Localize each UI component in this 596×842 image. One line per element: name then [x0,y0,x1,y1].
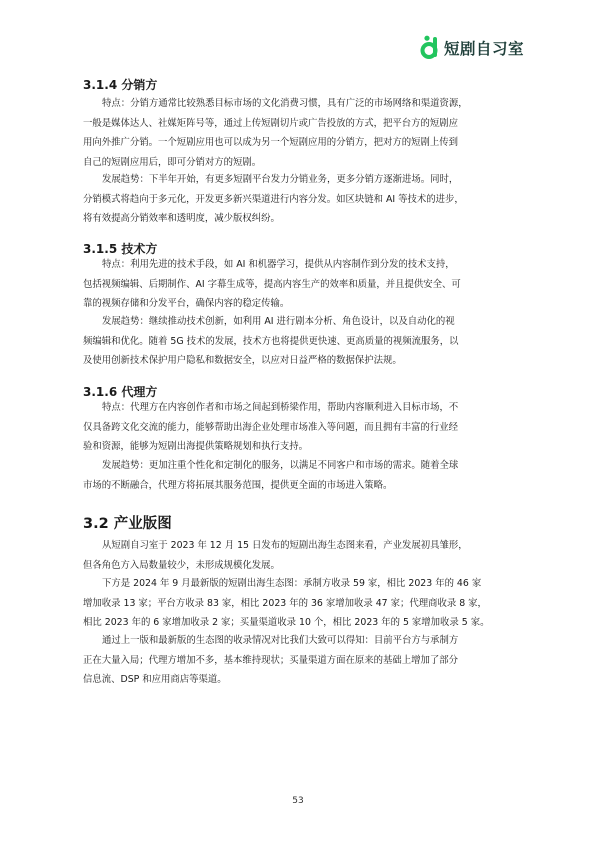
text-line: 自己的短剧应用后，即可分销对方的短剧。 [83,156,262,168]
paragraph-industry-map-stats [83,574,515,633]
text-line: 用向外推广分销。一个短剧应用也可以成为另一个短剧应用的分销方，把对方的短剧上传到 [83,137,459,148]
logo-icon [418,35,440,61]
header-logo [418,34,524,62]
text-line: 正在大量入局；代理方增加不多，基本维持现状；买量渠道方面在原来的基础上增加了部分 [83,654,459,666]
heading-3-1-6: 3.1.6 代理方 [83,385,158,399]
text-line: 市场的不断融合，代理方将拓展其服务范围，提供更全面的市场进入策略。 [83,479,393,491]
text-line: 特点：利用先进的技术手段，如 AI 和机器学习，提供从内容制作到分发的技术支持， [102,259,455,270]
text-line: 但各角色方入局数量较少，未形成规模化发展。 [83,559,280,571]
heading-3-1-5: 3.1.5 技术方 [83,242,158,256]
text-line: 一般是媒体达人、社媒矩阵号等，通过上传短剧切片或广告投放的方式，把平台方的短剧应 [83,117,459,129]
text-line: 发展趋势：更加注重个性化和定制化的服务，以满足不同客户和市场的需求。随着全球 [102,460,459,471]
paragraph-industry-map-conclusion [83,631,515,690]
paragraph-agent-trend [83,456,515,495]
text-line: 发展趋势：继续推动技术创新，如利用 AI 进行剧本分析、角色设计，以及自动化的视 [102,316,455,327]
text-line: 信息流、DSP 和应用商店等渠道。 [83,674,227,685]
heading-3-1-4: 3.1.4 分销方 [83,78,158,92]
paragraph-tech-features [83,255,515,314]
text-line: 靠的视频存储和分发平台，确保内容的稳定传输。 [83,298,290,309]
text-line: 增加收录 13 家；平台方收录 83 家，相比 2023 年的 36 家增加收录 47 家；代理商收录 8 家， [83,597,487,609]
logo-text: 短剧自习室 [444,40,525,58]
text-line: 包括视频编辑、后期制作、AI 字幕生成等，提高内容生产的效率和质量，并且提供安全、可 [83,278,461,290]
text-line: 特点：代理方在内容创作者和市场之间起到桥梁作用，帮助内容顺利进入目标市场，不 [102,402,459,413]
text-line: 将有效提高分销效率和透明度，减少版权纠纷。 [83,213,280,224]
text-line: 下方是 2024 年 9 月最新版的短剧出海生态图：承制方收录 59 家，相比 2023 年的 46 家 [102,578,482,589]
text-line: 及使用创新技术保护用户隐私和数据安全，以应对日益严格的数据保护法规。 [83,355,402,366]
paragraph-agent-features [83,398,515,457]
text-line: 发展趋势：下半年开始，有更多短剧平台发力分销业务，更多分销方逐渐进场。同时， [102,174,459,185]
text-line: 频编辑和优化。随着 5G 技术的发展，技术方也将提供更快速、更高质量的视频流服务，以 [83,335,459,347]
text-line: 仅具备跨文化交流的能力，能够帮助出海企业处理市场准入等问题，而且拥有丰富的行业经 [83,421,459,433]
text-line: 相比 2023 年的 6 家增加收录 2 家；买量渠道收录 10 个，相比 2023 年的 5 家增加收录 5 家。 [83,617,490,628]
text-line: 验和资源，能够为短剧出海提供策略规划和执行支持。 [83,441,309,452]
text-line: 分销模式将趋向于多元化，开发更多新兴渠道进行内容分发。如区块链和 AI 等技术的进步， [83,193,464,205]
heading-3-2: 3.2 产业版图 [83,516,172,532]
paragraph-industry-map-intro [83,536,515,575]
paragraph-distributor-trend [83,170,515,229]
paragraph-tech-trend [83,312,515,371]
text-line: 特点：分销方通常比较熟悉目标市场的文化消费习惯，具有广泛的市场网络和渠道资源， [102,98,468,109]
text-line: 通过上一版和最新版的生态图的收录情况对比我们大致可以得知：目前平台方与承制方 [102,635,459,646]
text-line: 从短剧自习室于 2023 年 12 月 15 日发布的短剧出海生态图来看，产业发展初具雏形， [102,540,468,551]
paragraph-distributor-features [83,94,515,172]
page-number: 53 [292,796,304,806]
